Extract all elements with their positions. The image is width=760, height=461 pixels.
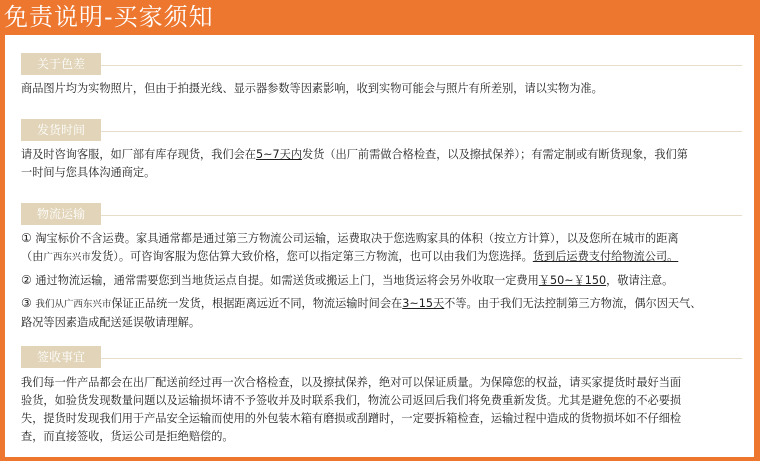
section-text: 商品图片均为实物照片，但由于拍摄光线、显示器参数等因素影响，收到实物可能会与照片有所差别，请以实物为准。 bbox=[21, 82, 603, 95]
divider bbox=[21, 215, 742, 216]
text-run: 淘宝标价不含运费。家具通常都是通过第三方物流公司运输，运费取决于您选购家具的体积（按立方计算），以及您所在城市的距离 bbox=[35, 232, 679, 245]
section-color bbox=[5, 52, 754, 98]
origin-note: 我们从广西东兴市 bbox=[35, 299, 112, 310]
section-title-badge: 发货时间 bbox=[21, 119, 101, 141]
section-title-badge: 物流运输 bbox=[21, 203, 101, 225]
section-text-line: 失，提货时发现我们用于产品安全运输而使用的外包装木箱有磨损或刮蹭时，一定要拆箱检查，运输过程中造成的货物损坏如不仔细检 bbox=[21, 412, 682, 425]
freight-payment-note: 货到后运费支付给物流公司。 bbox=[532, 250, 679, 263]
item-number: ② bbox=[21, 273, 32, 287]
page-header bbox=[0, 0, 760, 34]
delivery-days-highlight: 5~7天内 bbox=[255, 148, 302, 161]
list-item-continuation bbox=[5, 248, 754, 267]
section-text-line: 我们每一件产品都会在出厂配送前经过再一次合格检查，以及擦拭保养，绝对可以保证质量。为保障您的权益，请买家提货时最好当面 bbox=[21, 376, 682, 389]
section-header bbox=[5, 345, 754, 369]
extra-fee-range: ￥50~￥150 bbox=[538, 274, 607, 287]
transit-time-range: 3~15天 bbox=[402, 297, 445, 310]
notice-panel bbox=[5, 35, 754, 457]
section-title-badge: 签收事宜 bbox=[21, 346, 101, 368]
section-text-line: 查，而直接签收，货运公司是拒绝赔偿的。 bbox=[21, 430, 234, 443]
section-logistics bbox=[5, 202, 754, 332]
section-title-badge: 关于色差 bbox=[21, 53, 101, 75]
section-text-line: 验货，如验货发现数量问题以及运输损坏请不予签收并及时联系我们，物流公司返回后我们将免费重新发货。尤其是避免您的不必要损 bbox=[21, 394, 682, 407]
item-number: ③ bbox=[21, 296, 32, 310]
list-item bbox=[5, 229, 754, 248]
section-shipping bbox=[5, 118, 754, 182]
text-run: 发货）。可咨询客服为您估算大致价格，您可以指定第三方物流，也可以由我们为您选择。 bbox=[90, 250, 533, 263]
divider bbox=[21, 65, 742, 66]
section-header bbox=[5, 52, 754, 76]
text-run: （由 bbox=[21, 250, 44, 263]
section-text-line bbox=[5, 146, 754, 164]
section-receipt bbox=[5, 345, 754, 446]
section-header bbox=[5, 202, 754, 226]
section-text-line: 一时间与您具体沟通商定。 bbox=[21, 166, 156, 179]
text-run: 保证正品统一发货，根据距离远近不同，物流运输时间会在 bbox=[111, 297, 403, 310]
page-title: 免责说明-买家须知 bbox=[4, 3, 214, 31]
divider bbox=[21, 358, 742, 359]
item-number: ① bbox=[21, 231, 32, 245]
text-run: ，敬请注意。 bbox=[606, 274, 674, 287]
list-item-continuation: 路况等因素造成配送延误敬请理解。 bbox=[21, 316, 201, 329]
text-run: 请及时咨询客服，如厂部有库存现货，我们会在 bbox=[21, 148, 256, 161]
text-run: 发货（出厂前需做合格检查，以及擦拭保养）；有需定制或有断货现象，我们第 bbox=[301, 148, 688, 161]
text-run: 不等。由于我们无法控制第三方物流，偶尔因天气、 bbox=[444, 297, 702, 310]
text-run: 通过物流运输，通常需要您到当地货运点自提。如需送货或搬运上门，当地货运将会另外收取一定费用 bbox=[35, 274, 539, 287]
section-header bbox=[5, 118, 754, 142]
origin-city: 广西东兴市 bbox=[43, 252, 91, 263]
list-item bbox=[5, 271, 754, 290]
list-item bbox=[5, 294, 754, 314]
divider bbox=[21, 131, 742, 132]
